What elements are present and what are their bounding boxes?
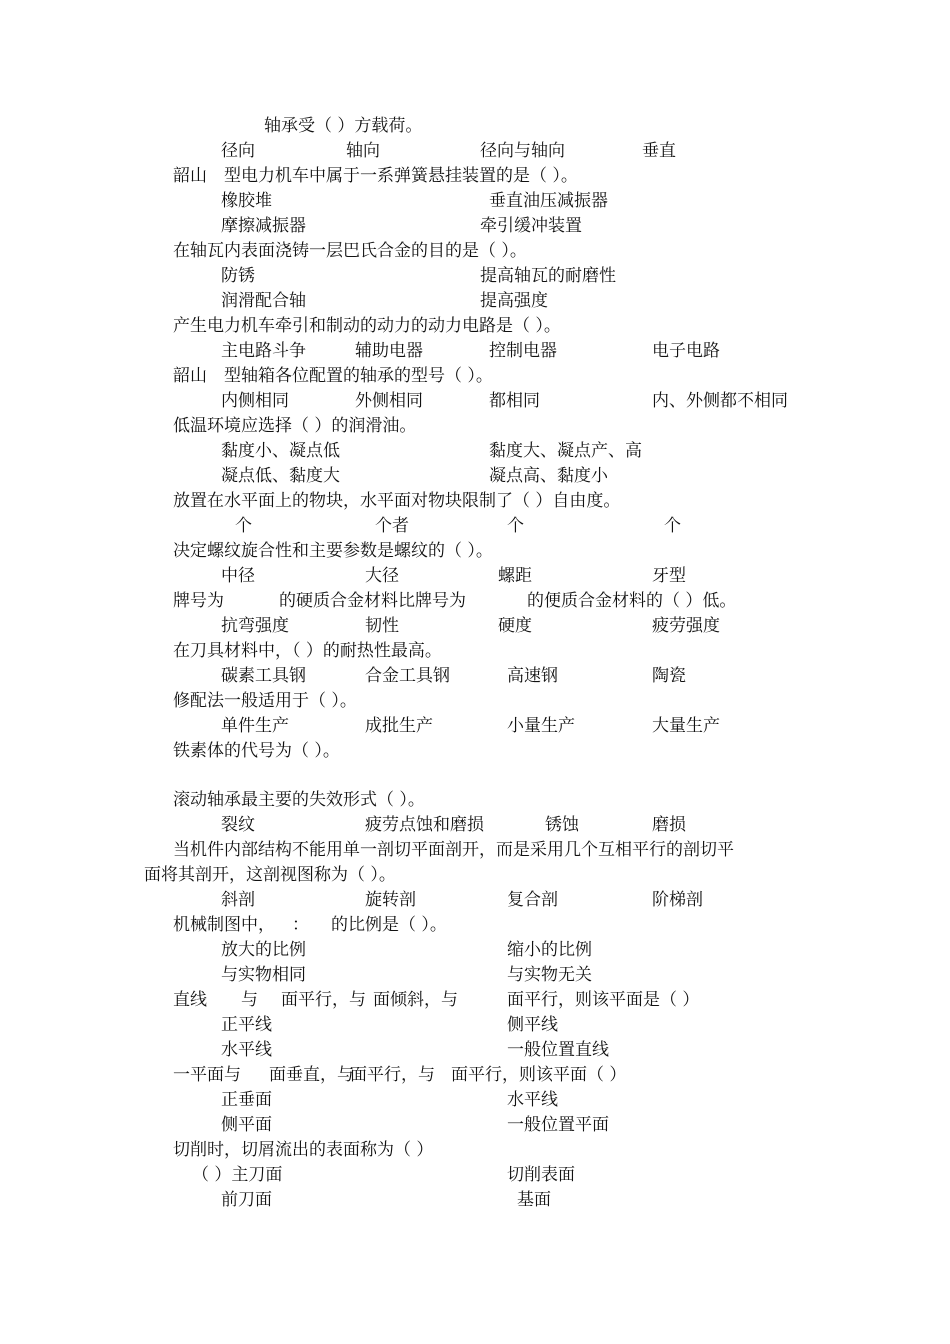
text-segment: 面平行，与 <box>350 1065 435 1085</box>
text-line <box>0 988 950 1013</box>
text-segment: 提高轴瓦的耐磨性 <box>480 266 616 286</box>
text-segment: 正平线 <box>221 1015 272 1035</box>
text-segment: 陶瓷 <box>652 666 686 686</box>
text-segment: 基面 <box>517 1190 551 1210</box>
text-segment: 硬度 <box>498 616 532 636</box>
text-segment: 外侧相同 <box>355 391 423 411</box>
text-segment: 面倾斜，与 <box>373 990 458 1010</box>
text-line <box>0 539 950 564</box>
text-segment: 小量生产 <box>507 716 575 736</box>
text-segment: 提高强度 <box>480 291 548 311</box>
text-line <box>0 314 950 339</box>
text-segment: 韶山 型轴箱各位配置的轴承的型号（ ）。 <box>173 366 493 386</box>
text-segment: 凝点高、黏度小 <box>489 466 608 486</box>
text-segment: 面将其剖开，这剖视图称为（ ）。 <box>144 865 396 885</box>
text-segment: 内侧相同 <box>221 391 289 411</box>
text-segment: 锈蚀 <box>545 815 579 835</box>
text-segment: 面平行，则该平面是（ ） <box>507 990 700 1010</box>
text-line <box>0 1138 950 1163</box>
text-line <box>0 838 950 863</box>
text-segment: 高速钢 <box>507 666 558 686</box>
text-line <box>0 888 950 913</box>
text-segment: 放置在水平面上的物块，水平面对物块限制了（ ）自由度。 <box>173 491 621 511</box>
text-line <box>0 389 950 414</box>
text-segment: 径向 <box>221 141 255 161</box>
text-segment: 中径 <box>221 566 255 586</box>
text-segment: 牙型 <box>652 566 686 586</box>
text-line <box>0 863 950 888</box>
text-line <box>0 264 950 289</box>
text-segment: 的比例是（ ）。 <box>331 915 447 935</box>
text-segment: 低温环境应选择（ ）的润滑油。 <box>173 416 417 436</box>
text-segment: 滚动轴承最主要的失效形式（ ）。 <box>173 790 425 810</box>
text-segment: 一般位置平面 <box>507 1115 609 1135</box>
text-segment: 个 <box>507 516 524 536</box>
text-segment: 疲劳点蚀和磨损 <box>365 815 484 835</box>
text-segment: 大径 <box>365 566 399 586</box>
text-line <box>0 564 950 589</box>
text-segment: 凝点低、黏度大 <box>221 466 340 486</box>
text-segment: 牵引缓冲装置 <box>480 216 582 236</box>
text-line <box>0 788 950 813</box>
text-segment: 径向与轴向 <box>480 141 565 161</box>
text-segment: 电子电路 <box>652 341 720 361</box>
text-segment: 大量生产 <box>652 716 720 736</box>
text-line <box>0 214 950 239</box>
text-segment: 当机件内部结构不能用单一剖切平面剖开，而是采用几个互相平行的剖切平 <box>173 840 734 860</box>
text-segment: 主电路斗争 <box>221 341 306 361</box>
text-segment: 产生电力机车牵引和制动的动力的动力电路是（ ）。 <box>173 316 561 336</box>
text-segment: 抗弯强度 <box>221 616 289 636</box>
text-segment: 机械制图中， <box>173 915 275 935</box>
text-line <box>0 1088 950 1113</box>
text-segment: ： <box>292 915 309 935</box>
text-segment: 与实物相同 <box>221 965 306 985</box>
text-segment: 轴承受（ ）方载荷。 <box>264 116 423 136</box>
text-line <box>0 938 950 963</box>
text-segment: 缩小的比例 <box>507 940 592 960</box>
text-line <box>0 714 950 739</box>
text-line <box>0 1113 950 1138</box>
text-segment: 侧平线 <box>507 1015 558 1035</box>
text-segment: 垂直油压减振器 <box>489 191 608 211</box>
text-line <box>0 464 950 489</box>
text-segment: （ ）主刀面 <box>192 1165 283 1185</box>
text-segment: 磨损 <box>652 815 686 835</box>
text-line <box>0 289 950 314</box>
text-segment: 面平行，则该平面（ ） <box>451 1065 627 1085</box>
text-segment: 螺距 <box>498 566 532 586</box>
text-segment: 控制电器 <box>489 341 557 361</box>
text-segment: 单件生产 <box>221 716 289 736</box>
text-segment: 韧性 <box>365 616 399 636</box>
text-segment: 橡胶堆 <box>221 191 272 211</box>
text-segment: 直线 <box>173 990 207 1010</box>
text-line <box>0 813 950 838</box>
text-segment: 在轴瓦内表面浇铸一层巴氏合金的目的是（ ）。 <box>173 241 527 261</box>
text-segment: 黏度小、凝点低 <box>221 441 340 461</box>
text-segment: 内、外侧都不相同 <box>652 391 788 411</box>
text-segment: 合金工具钢 <box>365 666 450 686</box>
text-line <box>0 189 950 214</box>
text-line <box>0 114 950 139</box>
text-line <box>0 689 950 714</box>
text-line <box>0 1038 950 1063</box>
text-segment: 复合剖 <box>507 890 558 910</box>
text-line <box>0 139 950 164</box>
text-line <box>0 1013 950 1038</box>
text-line <box>0 414 950 439</box>
text-line <box>0 489 950 514</box>
text-line <box>0 963 950 988</box>
text-segment: 旋转剖 <box>365 890 416 910</box>
text-segment: 防锈 <box>221 266 255 286</box>
text-segment: 都相同 <box>489 391 540 411</box>
text-segment: 水平线 <box>221 1040 272 1060</box>
text-segment: 个者 <box>375 516 409 536</box>
text-line <box>0 439 950 464</box>
text-segment: 碳素工具钢 <box>221 666 306 686</box>
text-line <box>0 589 950 614</box>
text-segment: 阶梯剖 <box>652 890 703 910</box>
text-segment: 在刀具材料中，（ ）的耐热性最高。 <box>173 641 442 661</box>
text-line <box>0 1188 950 1213</box>
text-segment: 侧平面 <box>221 1115 272 1135</box>
text-segment: 摩擦减振器 <box>221 216 306 236</box>
text-line <box>0 164 950 189</box>
text-segment: 一般位置直线 <box>507 1040 609 1060</box>
text-segment: 韶山 型电力机车中属于一系弹簧悬挂装置的是（ ）。 <box>173 166 578 186</box>
text-segment: 切削表面 <box>507 1165 575 1185</box>
text-segment: 黏度大、凝点产、高 <box>489 441 642 461</box>
text-segment: 辅助电器 <box>355 341 423 361</box>
text-line <box>0 739 950 764</box>
text-segment: 决定螺纹旋合性和主要参数是螺纹的（ ）。 <box>173 541 493 561</box>
text-segment: 的便质合金材料的（ ）低。 <box>527 591 737 611</box>
text-segment: 水平线 <box>507 1090 558 1110</box>
text-segment: 裂纹 <box>221 815 255 835</box>
text-segment: 疲劳强度 <box>652 616 720 636</box>
text-line <box>0 913 950 938</box>
text-segment: 个 <box>235 516 252 536</box>
text-line <box>0 339 950 364</box>
text-segment: 修配法一般适用于（ ）。 <box>173 691 357 711</box>
text-segment: 轴向 <box>346 141 380 161</box>
text-segment: 的硬质合金材料比牌号为 <box>279 591 466 611</box>
text-segment: 铁素体的代号为（ ）。 <box>173 741 340 761</box>
text-segment: 斜剖 <box>221 890 255 910</box>
text-line <box>0 364 950 389</box>
text-segment: 正垂面 <box>221 1090 272 1110</box>
text-segment: 成批生产 <box>365 716 433 736</box>
text-line <box>0 514 950 539</box>
text-segment: 放大的比例 <box>221 940 306 960</box>
text-segment: 一平面与 <box>173 1065 241 1085</box>
text-segment: 与 <box>241 990 258 1010</box>
text-line <box>0 639 950 664</box>
text-segment: 切削时，切屑流出的表面称为（ ） <box>173 1140 434 1160</box>
text-segment: 前刀面 <box>221 1190 272 1210</box>
text-segment: 润滑配合轴 <box>221 291 306 311</box>
text-segment: 与实物无关 <box>507 965 592 985</box>
text-segment: 牌号为 <box>173 591 224 611</box>
text-line <box>0 664 950 689</box>
text-line <box>0 1063 950 1088</box>
text-line <box>0 239 950 264</box>
text-line <box>0 1163 950 1188</box>
text-segment: 垂直 <box>642 141 676 161</box>
text-segment: 面垂直，与 <box>269 1065 354 1085</box>
text-segment: 个 <box>664 516 681 536</box>
text-segment: 面平行，与 <box>281 990 366 1010</box>
text-line <box>0 614 950 639</box>
